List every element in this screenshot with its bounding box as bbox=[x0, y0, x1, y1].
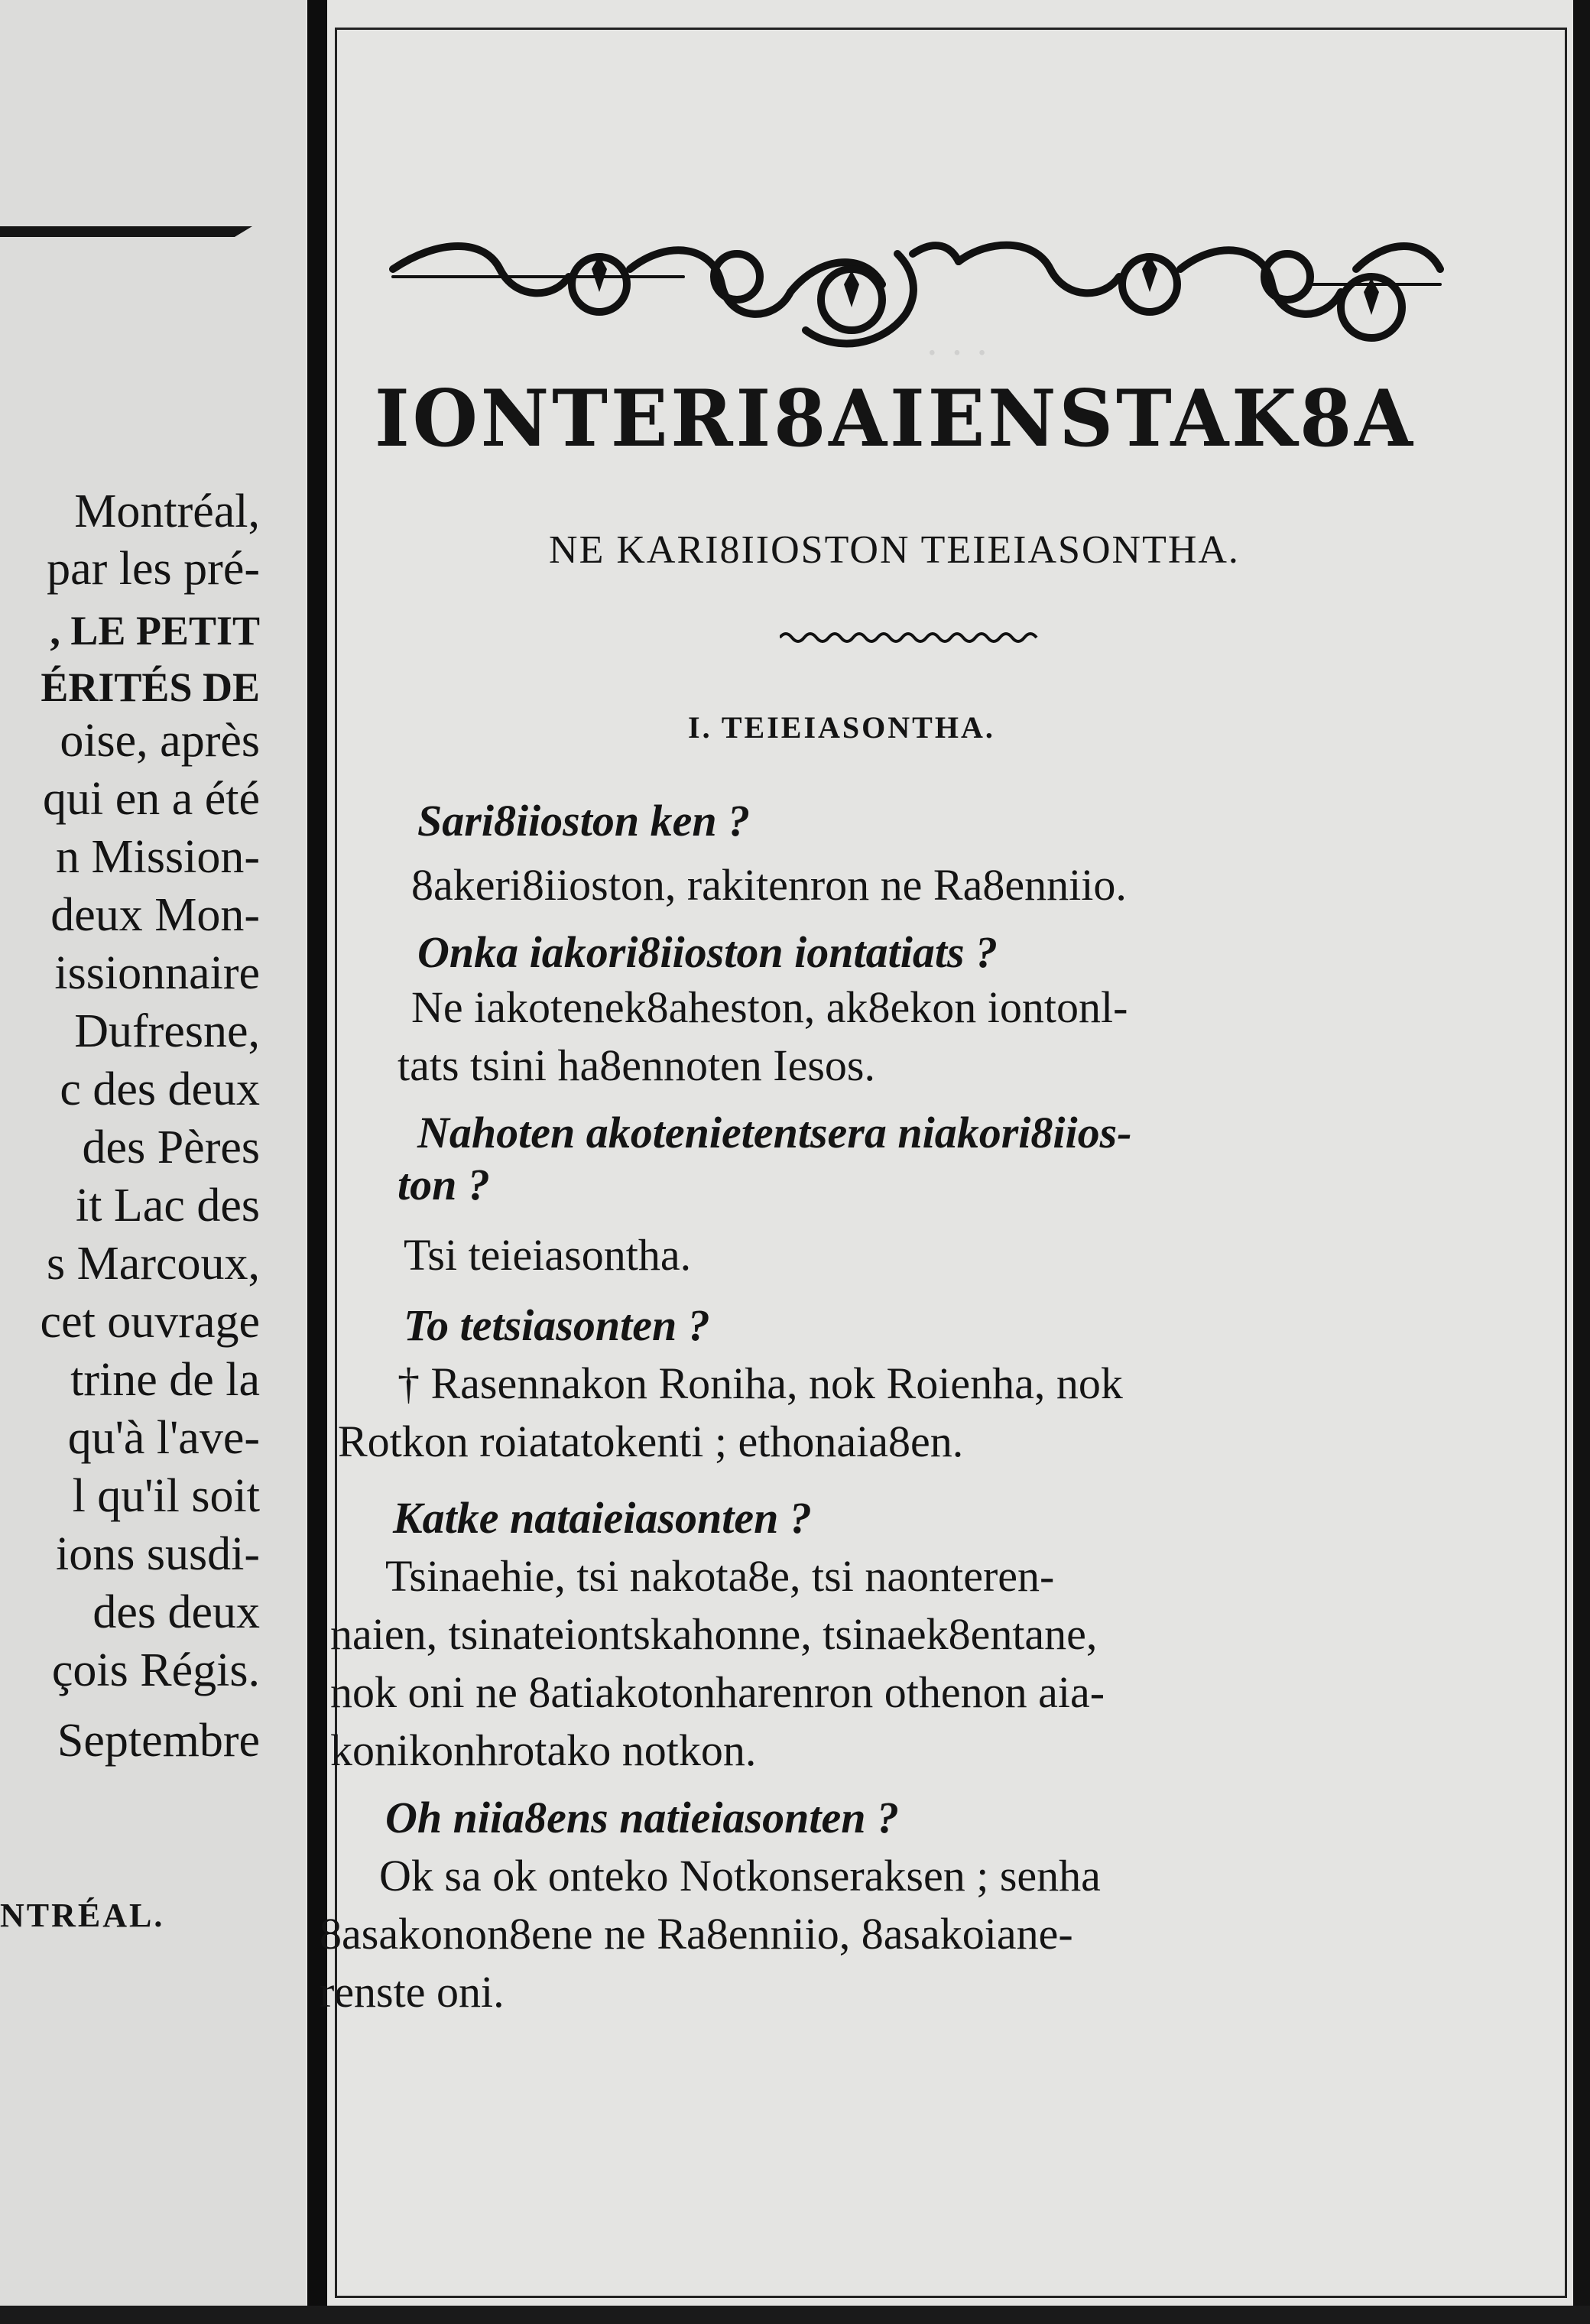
left-line: Septembre bbox=[57, 1715, 260, 1767]
left-line: ions susdi- bbox=[56, 1528, 260, 1580]
question-line: Katke nataieiasonten ? bbox=[393, 1493, 812, 1543]
left-line: ÉRITÉS DE bbox=[41, 664, 260, 710]
scan-bottom-edge bbox=[0, 2306, 1590, 2324]
answer-line: Tsi teieiasontha. bbox=[404, 1230, 692, 1280]
question-line: Sari8iioston ken ? bbox=[417, 796, 751, 846]
left-line: , LE PETIT bbox=[50, 608, 260, 654]
left-line: issionnaire bbox=[54, 947, 260, 999]
answer-line: Tsinaehie, tsi nakota8e, tsi naonteren- bbox=[385, 1551, 1055, 1601]
answer-line: Ok sa ok onteko Notkonseraksen ; senha bbox=[379, 1851, 1101, 1900]
left-line: s Marcoux, bbox=[47, 1238, 260, 1290]
answer-line: konikonhrotako notkon. bbox=[330, 1725, 757, 1775]
page-title: IONTERI8AIENSTAK8A bbox=[375, 373, 1416, 465]
question-line: ton ? bbox=[398, 1160, 490, 1209]
left-line: qui en a été bbox=[42, 773, 260, 825]
left-line: par les pré- bbox=[47, 543, 260, 595]
left-line: l qu'il soit bbox=[72, 1470, 260, 1522]
left-line: it Lac des bbox=[75, 1180, 260, 1232]
left-line: deux Mon- bbox=[50, 889, 260, 941]
left-line: n Mission- bbox=[56, 831, 260, 883]
left-footer: NTRÉAL. bbox=[0, 1897, 165, 1934]
answer-line: 8asakonon8ene ne Ra8enniio, 8asakoiane- bbox=[320, 1909, 1073, 1959]
answer-line: Rotkon roiatatokenti ; ethonaia8en. bbox=[338, 1417, 964, 1466]
right-page-edge bbox=[1573, 0, 1590, 2324]
answer-line: renste oni. bbox=[320, 1967, 505, 2017]
answer-line: naien, tsinateiontskahonne, tsinaek8entane, bbox=[330, 1609, 1098, 1659]
left-line: Montréal, bbox=[74, 485, 260, 537]
left-line: trine de la bbox=[70, 1354, 260, 1406]
left-page-rule bbox=[0, 226, 252, 237]
question-line: Nahoten akotenietentsera niakori8iios- bbox=[417, 1108, 1132, 1157]
left-page-fragment bbox=[0, 0, 306, 2324]
question-line: To tetsiasonten ? bbox=[404, 1300, 710, 1350]
answer-line: Ne iakotenek8aheston, ak8ekon iontonl- bbox=[411, 982, 1128, 1032]
left-line: Dufresne, bbox=[74, 1005, 260, 1057]
left-line: cet ouvrage bbox=[40, 1296, 260, 1348]
answer-line: 8akeri8iioston, rakitenron ne Ra8enniio. bbox=[411, 860, 1127, 910]
answer-line: † Rasennakon Roniha, nok Roienha, nok bbox=[398, 1358, 1123, 1408]
wavy-divider bbox=[780, 630, 1040, 645]
question-line: Onka iakori8iioston iontatiats ? bbox=[417, 927, 998, 977]
left-line: c des deux bbox=[60, 1063, 260, 1115]
section-heading: I. TEIEIASONTHA. bbox=[688, 710, 995, 745]
answer-line: tats tsini ha8ennoten Iesos. bbox=[398, 1040, 876, 1090]
left-line: oise, après bbox=[60, 715, 260, 767]
question-line: Oh niia8ens natieiasonten ? bbox=[385, 1793, 899, 1842]
answer-line: nok oni ne 8atiakotonharenron othenon aia- bbox=[330, 1667, 1105, 1717]
left-line: des Pères bbox=[82, 1121, 260, 1173]
left-line: qu'à l'ave- bbox=[67, 1412, 260, 1464]
page-subtitle: NE KARI8IIOSTON TEIEIASONTHA. bbox=[549, 528, 1240, 572]
left-line: des deux bbox=[92, 1586, 260, 1638]
floral-ornament-icon bbox=[378, 223, 1448, 376]
show-through: · · · bbox=[925, 329, 989, 377]
left-line: çois Régis. bbox=[51, 1644, 260, 1696]
